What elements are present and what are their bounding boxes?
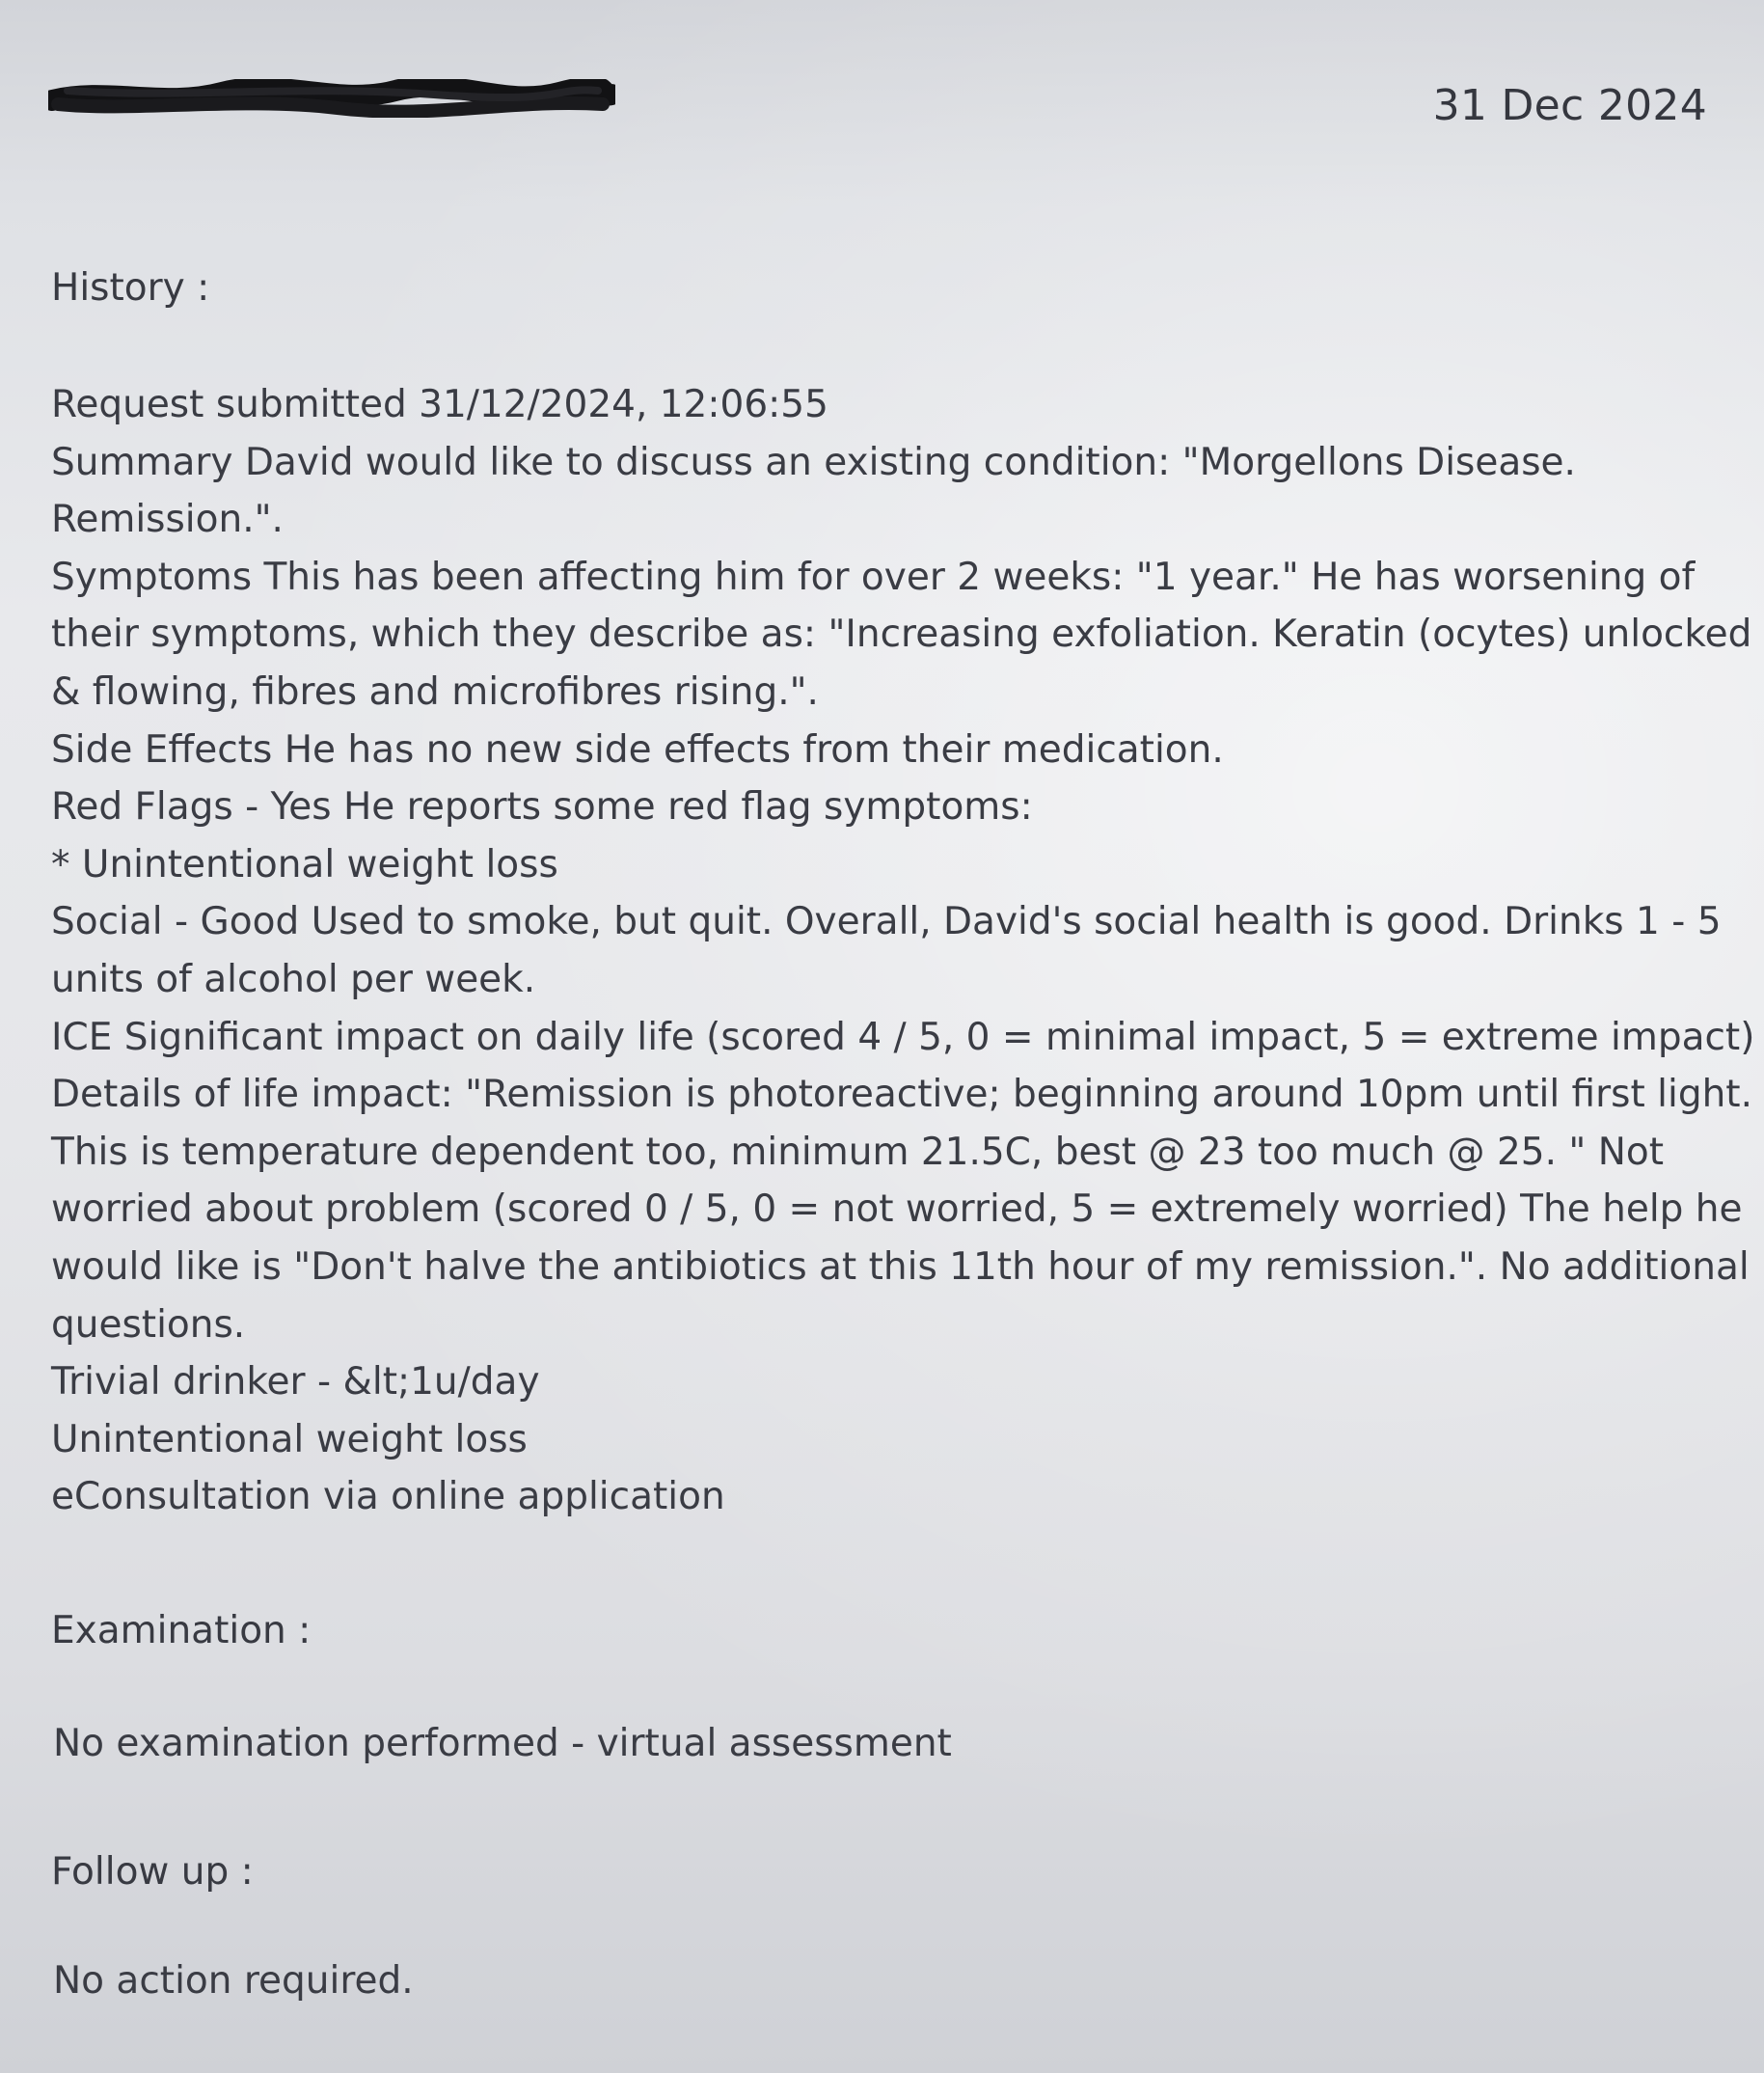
history-line: units of alcohol per week.	[51, 957, 536, 1001]
redacted-patient-name	[48, 79, 615, 118]
history-line: Symptoms This has been affecting him for over 2 weeks: "1 year." He has worsening of	[51, 555, 1696, 599]
history-line: Red Flags - Yes He reports some red flag symptoms:	[51, 785, 1033, 830]
history-line: worried about problem (scored 0 / 5, 0 = not worried, 5 = extremely worried) The help he	[51, 1187, 1743, 1232]
history-line: * Unintentional weight loss	[51, 842, 558, 886]
follow-up-heading: Follow up :	[51, 1850, 254, 1894]
history-line: Remission.".	[51, 498, 284, 542]
history-line: Side Effects He has no new side effects from their medication.	[51, 727, 1224, 772]
history-heading: History :	[51, 266, 210, 310]
history-line: eConsultation via online application	[51, 1475, 725, 1519]
examination-text: No examination performed - virtual assessment	[53, 1722, 952, 1765]
examination-heading: Examination :	[51, 1609, 312, 1652]
redaction-scribble-icon	[48, 79, 615, 118]
history-line: Summary David would like to discuss an existing condition: "Morgellons Disease.	[51, 440, 1576, 484]
history-line: ICE Significant impact on daily life (scored 4 / 5, 0 = minimal impact, 5 = extreme impact)	[51, 1015, 1755, 1059]
document-date: 31 Dec 2024	[1432, 81, 1707, 130]
history-line: questions.	[51, 1302, 246, 1347]
history-line: Request submitted 31/12/2024, 12:06:55	[51, 383, 828, 426]
history-line: Trivial drinker - &lt;1u/day	[51, 1360, 540, 1405]
follow-up-text: No action required.	[53, 1959, 414, 2003]
history-line: would like is "Don't halve the antibiotics at this 11th hour of my remission.". No additional	[51, 1244, 1750, 1289]
history-line: Details of life impact: "Remission is photoreactive; beginning around 10pm until first light.	[51, 1073, 1752, 1117]
history-line: & flowing, fibres and microfibres rising.".	[51, 669, 819, 714]
history-line: This is temperature dependent too, minimum 21.5C, best @ 23 too much @ 25. " Not	[51, 1130, 1665, 1174]
history-body	[51, 376, 1755, 1526]
history-line: Unintentional weight loss	[51, 1417, 528, 1461]
history-line: Social - Good Used to smoke, but quit. Overall, David's social health is good. Drinks 1 - 5	[51, 900, 1722, 944]
history-line: their symptoms, which they describe as: "Increasing exfoliation. Keratin (ocytes) unlocked	[51, 613, 1752, 657]
